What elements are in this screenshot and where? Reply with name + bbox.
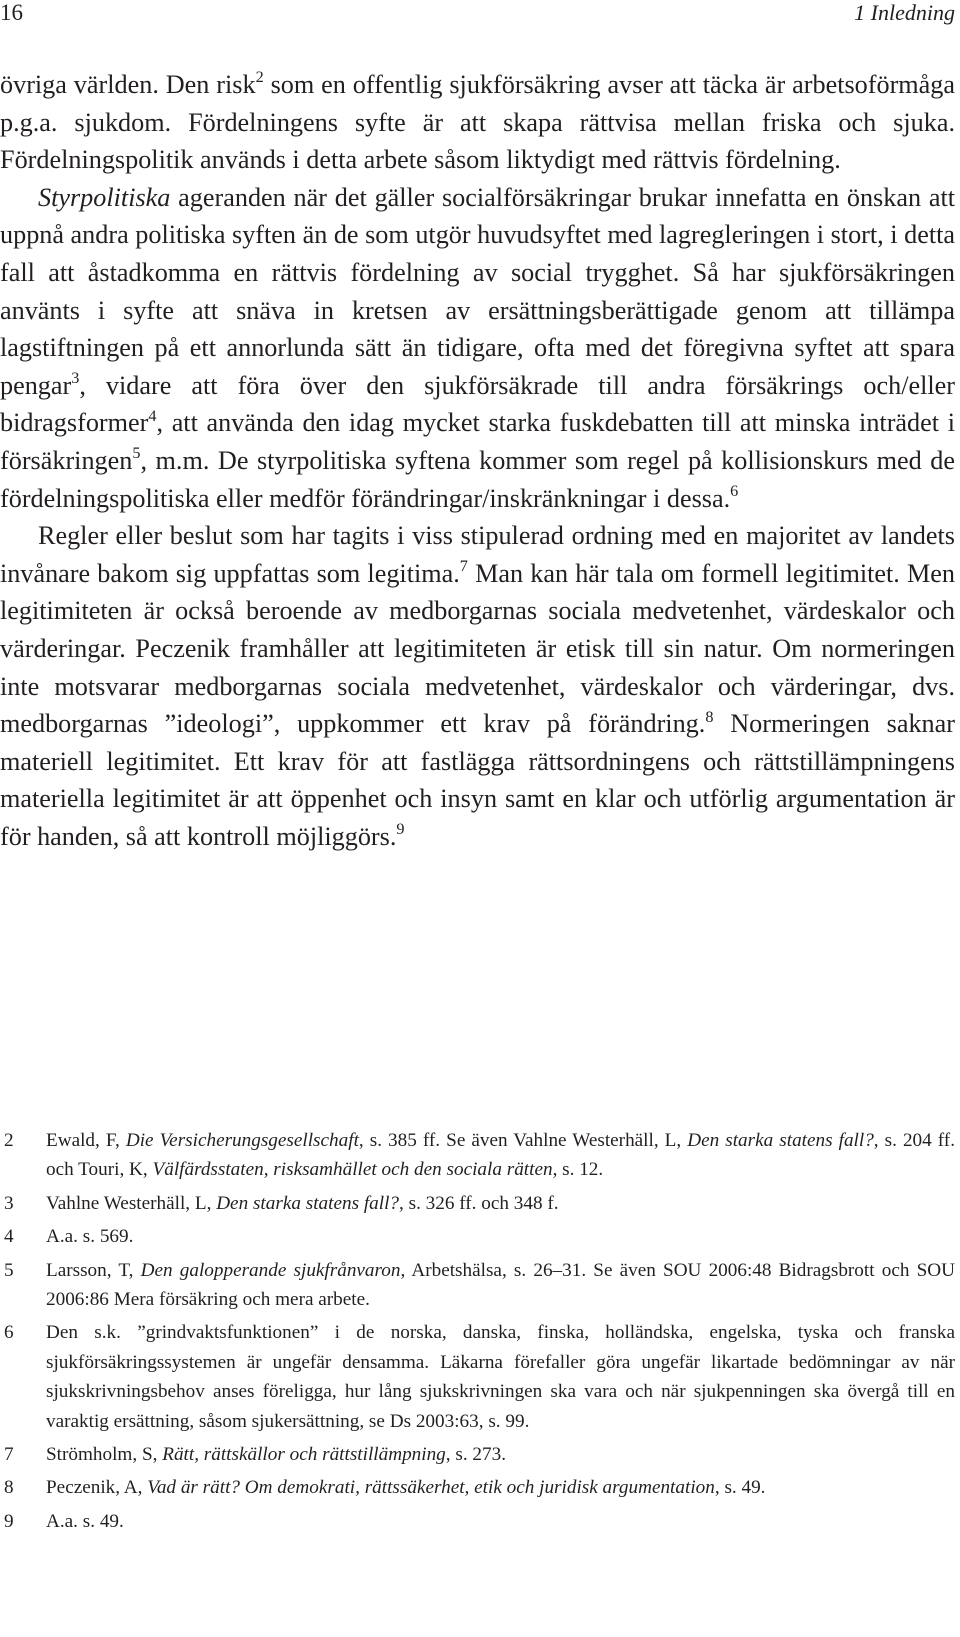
- footnote-text: [46, 1507, 955, 1536]
- footnote-2: [0, 1126, 955, 1185]
- paragraph-1: övriga världen. Den risk$^2$ som en offentlig sjukförsäkring avser att täcka är arbetsoförmåga p.g.a. sjukdom. Fördelningens syfte är att skapa rättvisa mellan friska och sjuka. Fördelningspolitik används i detta arbete såsom liktydigt med rättvis fördelning.: [0, 68, 955, 175]
- paragraph-2: Styrpolitiska ageranden när det gäller socialförsäkringar brukar innefatta en önskan att uppnå andra politiska syften än de som utgör huvudsyftet med lagregleringen i stort, i detta fall att åstadkomma en rättvis fördelning av social trygghet. Så har sjukförsäkringen använts i syfte att snäva in kretsen av ersättningsberättigade genom att tillämpa lagstiftningen på ett annorlunda sätt än tidigare, ofta med det föregivna syftet att spara pengar$^3$, vidare att föra över den sjukförsäkrade till andra försäkrings och/eller bidragsformer$^4$, att använda den idag mycket starka fuskdebatten till att minska inträdet i försäkringen$^5$, m.m. De styrpolitiska syftena kommer som regel på kollisionskurs med de fördelningspolitiska eller medför förändringar/inskränkningar i dessa.$^6$: [0, 182, 955, 513]
- footnote-segment: A.a. s. 569.: [46, 1226, 134, 1248]
- footnote-segment: Strömholm, S,: [46, 1444, 163, 1466]
- footnote-segment: Larsson, T,: [46, 1259, 141, 1281]
- footnote-9: [0, 1507, 955, 1536]
- running-head: 1 Inledning: [854, 0, 955, 25]
- footnote-8: [0, 1473, 955, 1502]
- footnote-5: [0, 1256, 955, 1315]
- footnote-segment: , s. 273.: [445, 1444, 507, 1466]
- footnote-ref-2[interactable]: 2: [255, 68, 264, 87]
- footnote-text: [46, 1256, 955, 1315]
- footnote-segment: A.a. s. 49.: [46, 1510, 124, 1532]
- footnote-segment: Ewald, F,: [46, 1130, 126, 1151]
- footnote-3: [0, 1189, 955, 1218]
- footnote-number: 5: [4, 1259, 14, 1281]
- footnote-title: Vad är rätt? Om demokrati, rättssäkerhet, etik och juridisk argumentation: [147, 1477, 715, 1499]
- footnote-number: 7: [4, 1444, 14, 1466]
- footnote-text: [46, 1126, 955, 1185]
- footnote-segment: Vahlne Westerhäll, L,: [46, 1192, 217, 1214]
- footnote-title: Die Versicherungsgesellschaft: [125, 1130, 359, 1151]
- footnote-segment: , s. 204 ff. och Touri, K,: [46, 1130, 955, 1181]
- footnote-segment: Den s.k. ”grindvaktsfunktionen” i de norska, danska, finska, holländska, engelska, tyska och franska sjukförsäkringssystemen är ungefär densamma. Läkarna förefaller göra ungefär likartade bedömningar av när sjukskrivningsbehov anses föreligga, hur lång sjukskrivningen ska vara och när sjukpenningen ska övergå till en varaktig ersättning, såsom sjukersättning, se Ds 2003:63, s. 99.: [46, 1322, 955, 1432]
- footnote-ref-5[interactable]: 5: [132, 444, 141, 463]
- footnote-segment: , s. 326 ff. och 348 f.: [399, 1192, 559, 1214]
- footnote-text: [46, 1222, 955, 1251]
- page-number: 16: [0, 0, 23, 25]
- paragraph-3: Regler eller beslut som har tagits i viss stipulerad ordning med en majoritet av landets invånare bakom sig uppfattas som legitima.$^7$ Man kan här tala om formell legitimitet. Men legitimiteten är också beroende av medborgarnas sociala medvetenhet, värdeskalor och värderingar. Peczenik framhåller att legitimiteten är etisk till sin natur. Om normeringen inte motsvarar medborgarnas sociala medvetenhet, värdeskalor och värderingar, dvs. medborgarnas ”ideologi”, uppkommer ett krav på förändring.$^8$ Normeringen saknar materiell legitimitet. Ett krav för att fastlägga rättsordningens och rättstillämpningens materiella legitimitet är att öppenhet och insyn samt en klar och utförlig argumentation är för handen, så att kontroll möjliggörs.$^9$: [0, 521, 955, 851]
- footnote-segment: , Arbetshälsa, s. 26–31. Se även SOU 2006:48 Bidragsbrott och SOU 2006:86 Mera försäkring och mera arbete.: [46, 1259, 955, 1311]
- footnote-number: 9: [4, 1510, 14, 1532]
- footnote-title: Den galopperande sjukfrånvaron: [140, 1259, 401, 1281]
- footnote-ref-7[interactable]: 7: [459, 557, 468, 576]
- footnote-ref-3[interactable]: 3: [71, 369, 80, 388]
- footnote-title: Rätt, rättskällor och rättstillämpning: [162, 1444, 446, 1466]
- footnote-number: 6: [4, 1322, 14, 1344]
- footnote-ref-9[interactable]: 9: [396, 820, 405, 839]
- footnote-text: [46, 1189, 955, 1218]
- footnote-7: [0, 1440, 955, 1469]
- footnote-text: [46, 1318, 955, 1436]
- footnote-text: [46, 1473, 955, 1502]
- footnote-segment: , s. 49.: [714, 1477, 766, 1499]
- footnote-segment: , s. 12.: [552, 1159, 604, 1181]
- footnote-number: 2: [4, 1130, 14, 1151]
- footnote-6: [0, 1318, 955, 1436]
- footnote-segment: , s. 385 ff. Se även Vahlne Westerhäll, L,: [358, 1130, 688, 1151]
- footnote-segment: Peczenik, A,: [46, 1477, 148, 1499]
- footnote-ref-4[interactable]: 4: [148, 406, 157, 425]
- footnote-number: 8: [4, 1477, 14, 1499]
- footnote-number: 4: [4, 1226, 14, 1248]
- footnote-4: [0, 1222, 955, 1251]
- footnote-title: Den starka statens fall?: [687, 1130, 874, 1151]
- page-header: [0, 0, 960, 40]
- footnote-text: [46, 1440, 955, 1469]
- footnote-title: Den starka statens fall?: [216, 1192, 400, 1214]
- body-text: [0, 66, 955, 855]
- footnote-ref-8[interactable]: 8: [705, 707, 714, 726]
- footnote-number: 3: [4, 1192, 14, 1214]
- footnotes-section: [0, 1126, 955, 1540]
- footnote-ref-6[interactable]: 6: [730, 482, 739, 500]
- footnote-title: Välfärdsstaten, risksamhället och den sociala rätten: [152, 1159, 553, 1181]
- emphasis-term: Styrpolitiska: [38, 182, 171, 212]
